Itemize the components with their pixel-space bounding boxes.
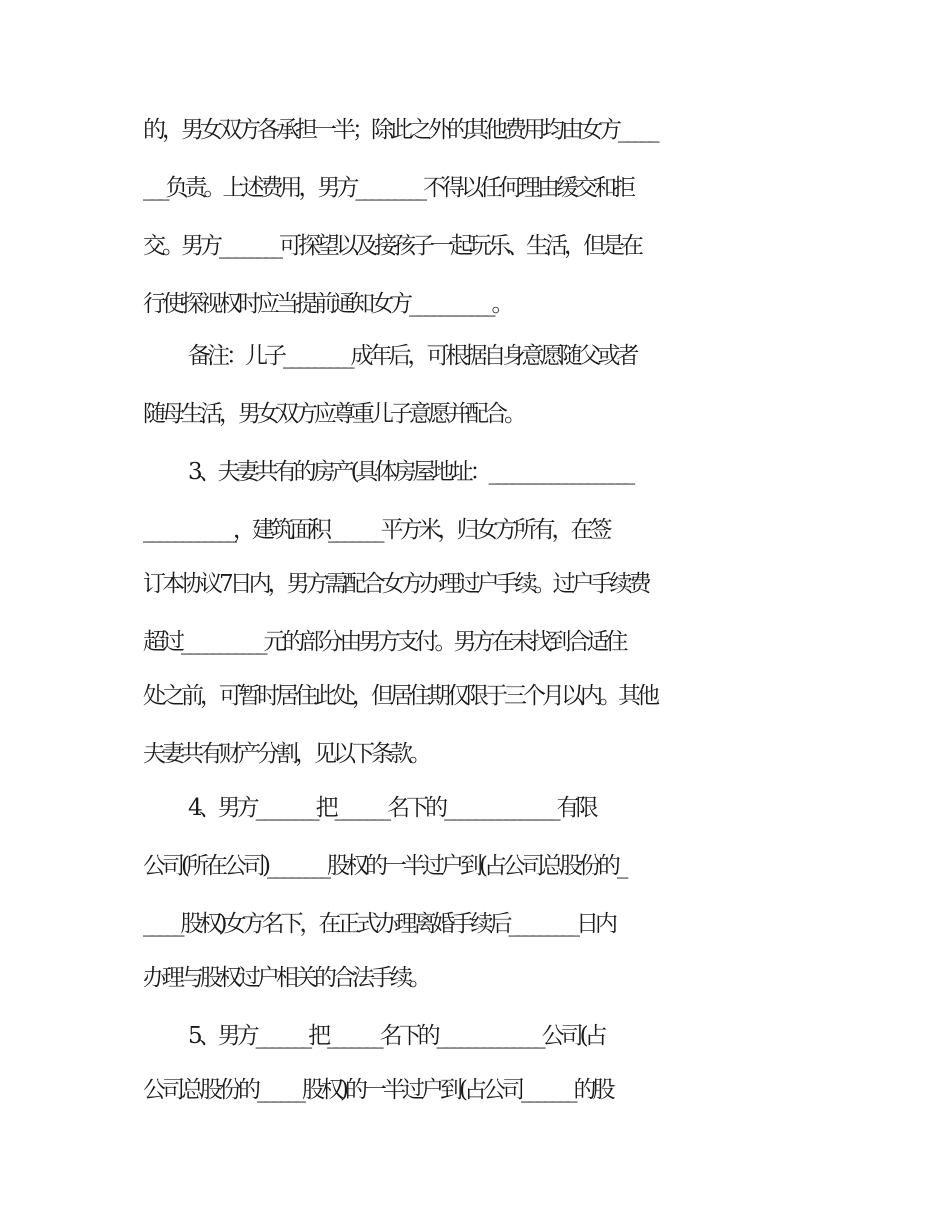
- text-line: 公司总股份的______股权)的一半过户到(占公司_______的股: [143, 1077, 612, 1103]
- text-line: 处之前，可暂时居住此处，但居住期仅限于三个月以内。其他: [143, 683, 656, 709]
- text-line: 备注：儿子_________成年后，可根据自身意愿随父或者: [188, 343, 636, 369]
- text-line: 3、夫妻共有的房产(具体房屋地址：___________________: [188, 459, 632, 485]
- text-line: 夫妻共有财产分割，见以下条款。: [143, 741, 428, 767]
- text-line: 公司(所在公司)________股权的一半过户到(占公司总股份的_: [143, 853, 625, 879]
- text-line: 随母生活，男女双方应尊重儿子意愿并配合。: [143, 401, 523, 427]
- text-line: 交。男方________可探望以及接孩子一起玩乐、生活，但是在: [143, 233, 640, 259]
- text-line: 的，男女双方各承担一半；除此之外的其他费用均由女方_____: [143, 117, 656, 143]
- text-line: ___负责。上述费用，男方_________不得以任何理由缓交和拒: [143, 175, 632, 201]
- text-line: ____________，建筑面积_______平方米，归女方所有，在签: [143, 517, 609, 543]
- text-line: 办理与股权过户相关的合法手续。: [143, 965, 428, 991]
- text-line: 超过___________元的部分由男方支付。男方在未找到合适住: [143, 629, 625, 655]
- text-line: 行使探视权时应当提前通知女方___________。: [143, 291, 511, 317]
- text-line: 5、男方_______把_______名下的______________公司(占: [188, 1023, 604, 1049]
- text-line: 订本协议7日内，男方需配合女方办理过户手续。过户手续费: [143, 571, 648, 597]
- text-line: _____股权)女方名下，在正式办理离婚手续后_________日内: [143, 911, 614, 937]
- text-line: 4、男方________把_______名下的_______________有限: [188, 795, 595, 821]
